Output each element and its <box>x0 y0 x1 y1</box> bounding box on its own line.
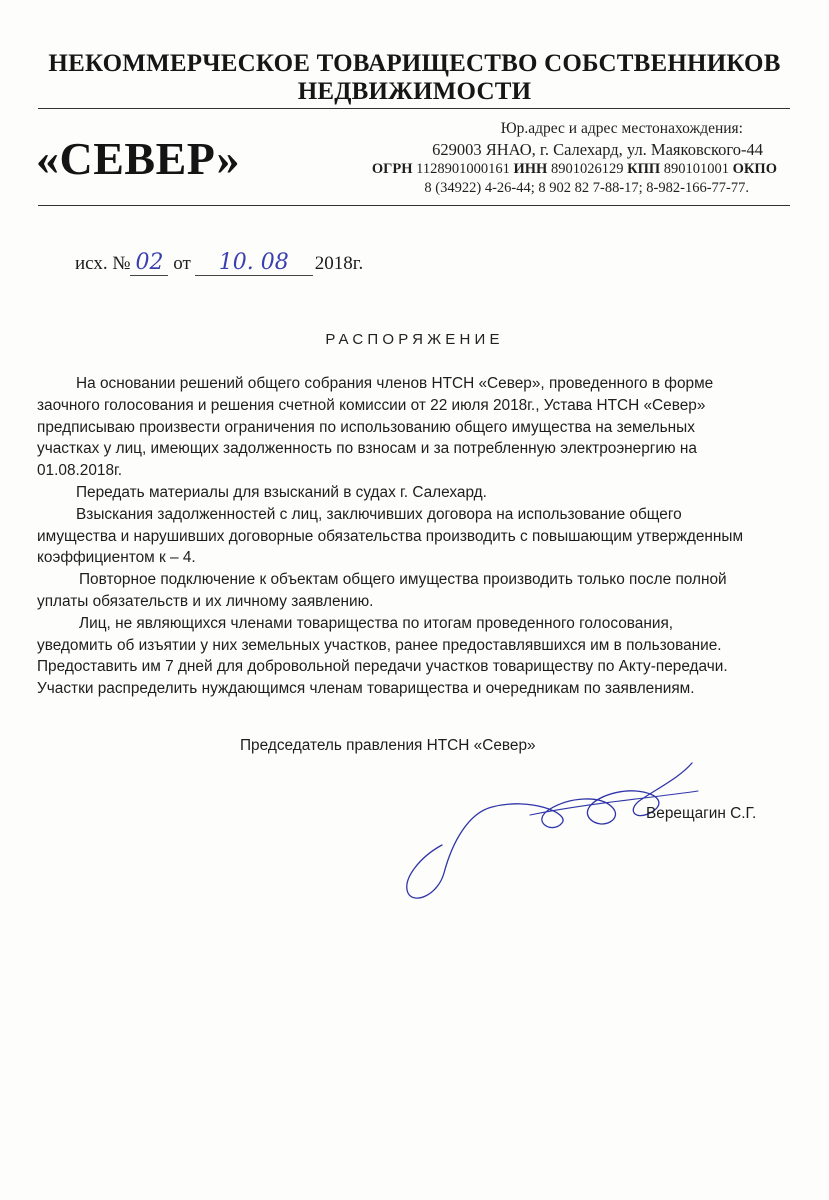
outgoing-date: 10. 08 <box>218 250 289 275</box>
outgoing-year: 2018г. <box>314 253 364 274</box>
text-line: имущества и нарушивших договорные обязательства производить с повышающим утвержденным <box>37 527 744 545</box>
text-line: уведомить об изъятии у них земельных участков, ранее предоставлявшихся им в пользование. <box>37 636 722 654</box>
outgoing-date-field <box>195 250 313 276</box>
text-line: Взыскания задолженностей с лиц, заключивших договора на использование общего <box>76 505 682 523</box>
address-label: Юр.адрес и адрес местонахождения: <box>500 120 743 137</box>
registration-codes <box>372 160 777 179</box>
outgoing-number-field <box>130 250 168 276</box>
kpp-value: 890101001 <box>663 161 730 177</box>
signatory-name: Верещагин С.Г. <box>646 805 757 822</box>
okpo-label: ОКПО <box>732 161 777 177</box>
text-line: заочного голосования и решения счетной комиссии от 22 июля 2018г., Устава НТСН «Север» <box>37 396 706 414</box>
text-line: Лиц, не являющихся членами товарищества по итогам проведенного голосования, <box>79 614 674 632</box>
text-line: предписываю произвести ограничения по использованию общего имущества на земельных <box>37 418 695 436</box>
address-line: 629003 ЯНАО, г. Салехард, ул. Маяковского-44 <box>432 140 763 159</box>
outgoing-reference <box>75 250 363 276</box>
text-line: участках у лиц, имеющих задолженность по взносам и за потребленную электроэнергию на <box>37 440 697 458</box>
org-name-line2: НЕДВИЖИМОСТИ <box>297 78 532 105</box>
text-line: Предоставить им 7 дней для добровольной передачи участков товариществу по Акту-передачи. <box>37 658 728 676</box>
paragraph-reconnection <box>37 569 797 613</box>
inn-label: ИНН <box>513 161 548 177</box>
ogrn-value: 1128901000161 <box>416 161 510 177</box>
brand-name: «СЕВЕР» <box>36 133 241 184</box>
text-line: Участки распределить нуждающимся членам товарищества и очередникам по заявлениям. <box>37 680 695 698</box>
document-heading: РАСПОРЯЖЕНИЕ <box>325 331 504 348</box>
text-line: На основании решений общего собрания членов НТСН «Север», проведенного в форме <box>76 375 714 392</box>
org-name-line1: НЕКОММЕРЧЕСКОЕ ТОВАРИЩЕСТВО СОБСТВЕННИКОВ <box>48 50 781 77</box>
order-body <box>37 373 797 700</box>
paragraph-court <box>37 482 797 504</box>
signatory-position: Председатель правления НТСН «Север» <box>240 737 536 754</box>
text-line: 01.08.2018г. <box>37 462 123 480</box>
letterhead-top-rule <box>38 108 790 109</box>
outgoing-prefix: исх. № <box>75 253 131 274</box>
text-line: Передать материалы для взысканий в судах г. Салехард. <box>76 483 487 501</box>
inn-value: 8901026129 <box>550 161 624 177</box>
kpp-label: КПП <box>627 161 661 177</box>
text-line: Повторное подключение к объектам общего имущества производить только после полной <box>79 571 727 589</box>
paragraph-non-members <box>37 613 797 700</box>
text-line: уплаты обязательств и их личному заявлению. <box>37 592 374 610</box>
paragraph-collection <box>37 504 797 569</box>
outgoing-number: 02 <box>135 250 164 275</box>
outgoing-from-label: от <box>173 253 191 274</box>
ogrn-label: ОГРН <box>371 161 413 177</box>
letterhead-bottom-rule <box>38 205 790 206</box>
phone-numbers: 8 (34922) 4-26-44; 8 902 82 7-88-17; 8-982-166-77-77. <box>424 180 749 196</box>
address-block <box>372 118 777 198</box>
text-line: коэффициентом к – 4. <box>37 549 196 567</box>
handwritten-signature <box>380 755 720 905</box>
paragraph-grounds <box>37 373 797 482</box>
